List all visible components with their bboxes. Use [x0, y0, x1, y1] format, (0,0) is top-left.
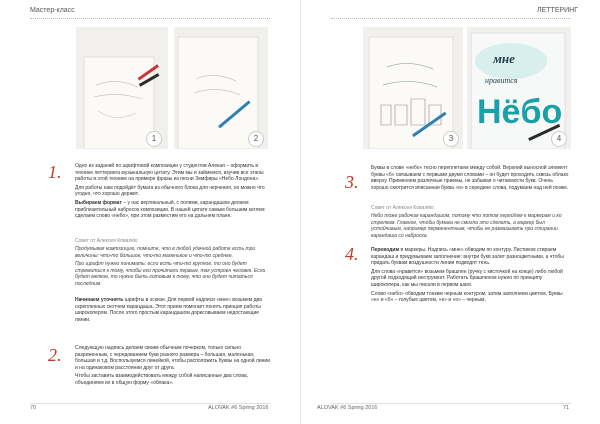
paragraph-text: в маркеры. Надпись «мне» обводим по контуру. Листиком стираем карандаш и придумываем заполнение: внутри букв залит разноцветными, а чтобы придать буквам воздушности линии подводят тень. [371, 247, 564, 267]
paragraph: Буквы в слове «небо» тесно переплетаем между собой. Верхний выносной элемент буквы «б» связываем с первыми двумя словами – он будет проходить сквозь облако вверху. Применяем различные приемы, не забывая о читаемости букв. Очень хорошо смотрится вписанная буква «о» в середине слова, подумаем над ней позже. [371, 165, 569, 191]
header-divider [331, 18, 571, 19]
quote-paragraph: При шрифт нужно понимать: если есть что-то крупное, то оно будет стремиться к тому, чтобы его прочитали первым, так устроен человек. Если будет мелкое, то нужно быть готовым к тому, что оно будет читаться последним. [75, 261, 266, 287]
tip-caption: Совет от Алексея Ковалёв: [75, 238, 139, 244]
photo-number-badge: 1 [146, 131, 162, 147]
step-number: 2. [48, 345, 62, 365]
footer-divider [30, 403, 270, 404]
section-title: Мастер-класс [30, 7, 75, 14]
paragraph: Для работы нам подойдёт бумага из обычного блока для черчения, но можно что угодно, что хорошо держит. [75, 184, 265, 198]
paragraph: Следующую надпись делаем своим обычным почерком, только сильно разреженным, с чередованием букв разного размера – большая, маленькая, большая и т.д. Воспользуемся линейкой, чтобы расположить буквы на одной линии и на одинаковом расстоянии друг от друга. [75, 345, 271, 371]
bold-phrase: Переводим [371, 247, 400, 253]
paragraph: Для слова «нравится» возьмем брашпен (ручку с кисточкой на конце) либо любой другой подходящий инструмент. Работать брашпеном нужно по принципу широкопера, как мы писали в первом шаге. [371, 268, 563, 288]
step-1-text-continued [75, 297, 270, 325]
section-title: ЛЕТТЕРИНГ [537, 7, 579, 14]
lettering-word-top: мне [493, 51, 515, 66]
tip-caption: Совет от Алексея Ковалёв: [371, 205, 435, 211]
step-2-text [75, 345, 270, 389]
page-number: 71 [563, 405, 570, 411]
page-number: 70 [30, 405, 37, 411]
lettering-word-middle: нравится [485, 76, 518, 85]
paragraph [75, 200, 270, 220]
photo-number-badge: 2 [248, 131, 264, 147]
photo-step-3 [363, 27, 463, 149]
header-divider [30, 18, 270, 19]
paragraph-text: – у нас вертикальный, с полями, карандашом делаем приблизительный набросок композиции. В нашей цитате самым большим кеглем сделаем слово «небо», при этом разместим его на дальнем плане. [75, 199, 265, 220]
bold-phrase: Начинаем уточнять [75, 297, 124, 303]
step-4-text [371, 247, 571, 306]
magazine-issue: ALOVAK #6 Spring 2016 [208, 405, 269, 411]
paragraph [75, 297, 270, 323]
step-number: 1. [48, 162, 62, 182]
photo-number-badge: 3 [443, 131, 459, 147]
photo-step-1 [76, 27, 168, 149]
magazine-issue: ALOVAK #6 Spring 2016 [317, 405, 378, 411]
step-number: 3. [345, 172, 359, 192]
paragraph-text: шрифты в эскизе. Для первой надписи «мне» возьмем два скрепленных скотчем карандаша. Этот прием помогает понять принцип работы широкопером. После этого простым карандашом дорисовываем недостающие линии. [75, 297, 262, 323]
paragraph [371, 247, 571, 267]
right-page [300, 0, 600, 424]
paragraph: Чтобы заставить взаимодействовать между собой написанные два слова, объединяем их в общую форму «облака». [75, 373, 249, 386]
footer-divider [331, 403, 571, 404]
quote-paragraph: Продумывая композицию, помните, что в любой удачной работе есть три величины: что-то большое, что-то маленькое и что-то среднее. [75, 246, 256, 259]
step-3-text [371, 165, 571, 193]
paragraph: Одно из заданий по шрифтовой композиции у студентов Алекая – оформить в технике леттеринга музыкальную цитату. Этим мы и займемся, изучив все этапы работы в этой технике на примере фразы из песни Земфиры «Небо Лондона». [75, 163, 264, 183]
step-number: 4. [345, 244, 359, 264]
tip-quote [75, 246, 270, 290]
bold-phrase: Выбираем формат [75, 199, 122, 206]
step-1-text [75, 163, 270, 222]
paragraph: Слово «небо» обводим тонким черным контуром, затем заполняем цветом. Буквы «н» и «б» – голубые цветом, «е» и «о» – черным. [371, 290, 563, 304]
photo-number-badge: 4 [551, 131, 567, 147]
quote-paragraph: Небо тоже рабочим карандашом, потому что потом перейдем к маркерам и ко стрелкам. Главное, чтобы бумага не смогла это сделать, а маркер был устойчивым, например перманентным, чтобы не размазывать при стирании карандаша со наброска. [371, 213, 562, 239]
photo-step-2 [174, 27, 268, 149]
lettering-word-main: Нёбо [477, 93, 563, 131]
tip-quote [371, 213, 571, 241]
photo-step-4 [467, 27, 571, 149]
